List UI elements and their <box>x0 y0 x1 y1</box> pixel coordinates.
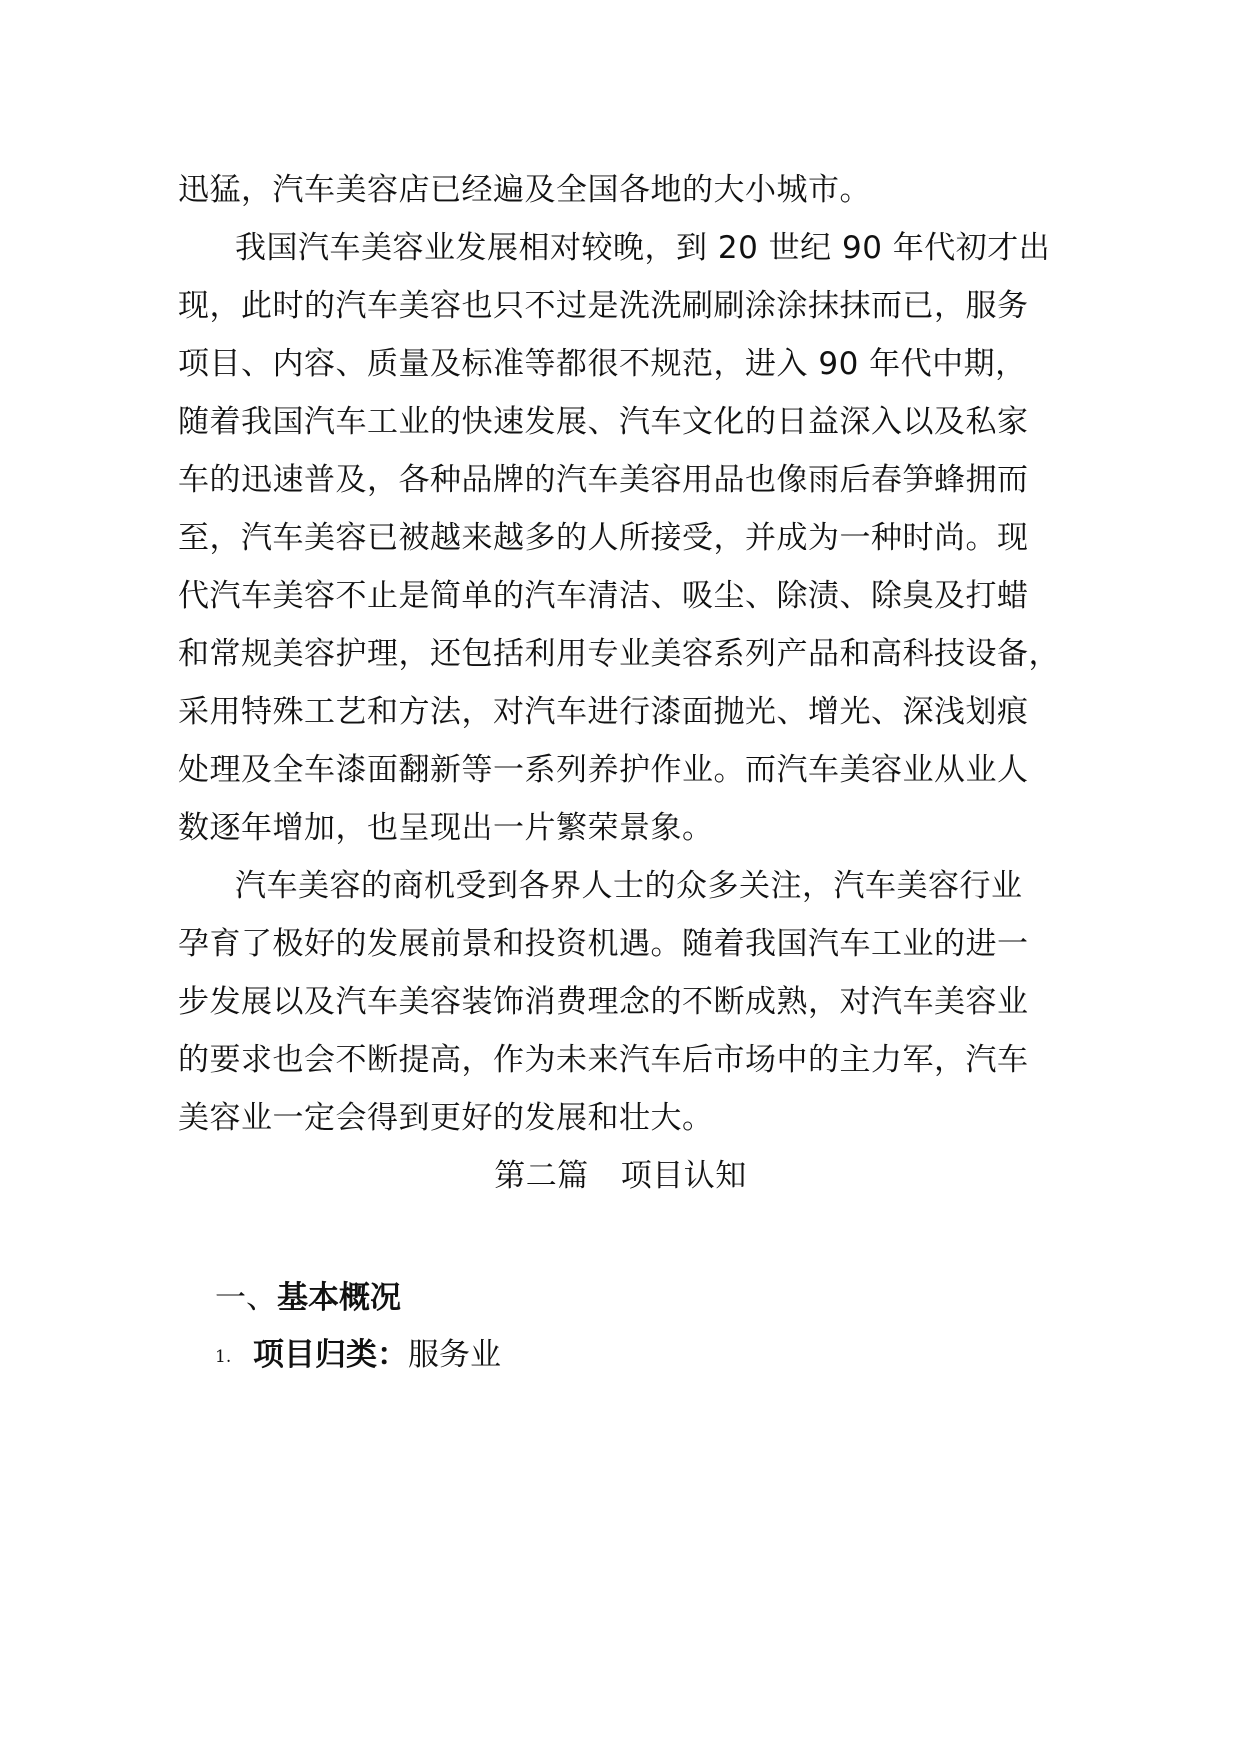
paragraph-line: 至，汽车美容已被越来越多的人所接受，并成为一种时尚。现 <box>178 520 1029 556</box>
section-title: 基本概况 <box>277 1280 401 1316</box>
paragraph-line: 我国汽车美容业发展相对较晚，到 20 世纪 90 年代初才出 <box>235 230 1051 266</box>
paragraph-line: 现，此时的汽车美容也只不过是洗洗刷刷涂涂抹抹而已，服务 <box>178 288 1029 324</box>
item-label: 项目归类： <box>253 1337 408 1373</box>
chapter-title: 项目认知 <box>620 1158 747 1194</box>
item-number: 1. <box>215 1347 232 1367</box>
paragraph-line: 美容业一定会得到更好的发展和壮大。 <box>178 1100 714 1136</box>
paragraph-line: 步发展以及汽车美容装饰消费理念的不断成熟，对汽车美容业 <box>178 984 1029 1020</box>
chapter-part: 第二篇 <box>494 1158 589 1194</box>
chapter-heading <box>0 1156 1241 1196</box>
section-heading <box>215 1278 401 1318</box>
paragraph-line: 孕育了极好的发展前景和投资机遇。随着我国汽车工业的进一 <box>178 926 1029 962</box>
paragraph-line: 和常规美容护理，还包括利用专业美容系列产品和高科技设备， <box>178 636 1060 672</box>
paragraph-line: 车的迅速普及，各种品牌的汽车美容用品也像雨后春笋蜂拥而 <box>178 462 1029 498</box>
paragraph-line: 的要求也会不断提高，作为未来汽车后市场中的主力军，汽车 <box>178 1042 1029 1078</box>
section-number: 一、 <box>215 1280 277 1316</box>
item-value: 服务业 <box>408 1337 501 1373</box>
paragraph-line: 项目、内容、质量及标准等都很不规范，进入 90 年代中期， <box>178 346 1027 382</box>
paragraph-line: 随着我国汽车工业的快速发展、汽车文化的日益深入以及私家 <box>178 404 1029 440</box>
paragraph-line: 处理及全车漆面翻新等一系列养护作业。而汽车美容业从业人 <box>178 752 1029 788</box>
paragraph-line: 代汽车美容不止是简单的汽车清洁、吸尘、除渍、除臭及打蜡 <box>178 578 1029 614</box>
paragraph-line: 采用特殊工艺和方法，对汽车进行漆面抛光、增光、深浅划痕 <box>178 694 1029 730</box>
paragraph-line: 迅猛，汽车美容店已经遍及全国各地的大小城市。 <box>178 172 871 208</box>
list-item <box>215 1335 501 1377</box>
paragraph-line: 数逐年增加，也呈现出一片繁荣景象。 <box>178 810 714 846</box>
paragraph-line: 汽车美容的商机受到各界人士的众多关注，汽车美容行业 <box>235 868 1023 904</box>
